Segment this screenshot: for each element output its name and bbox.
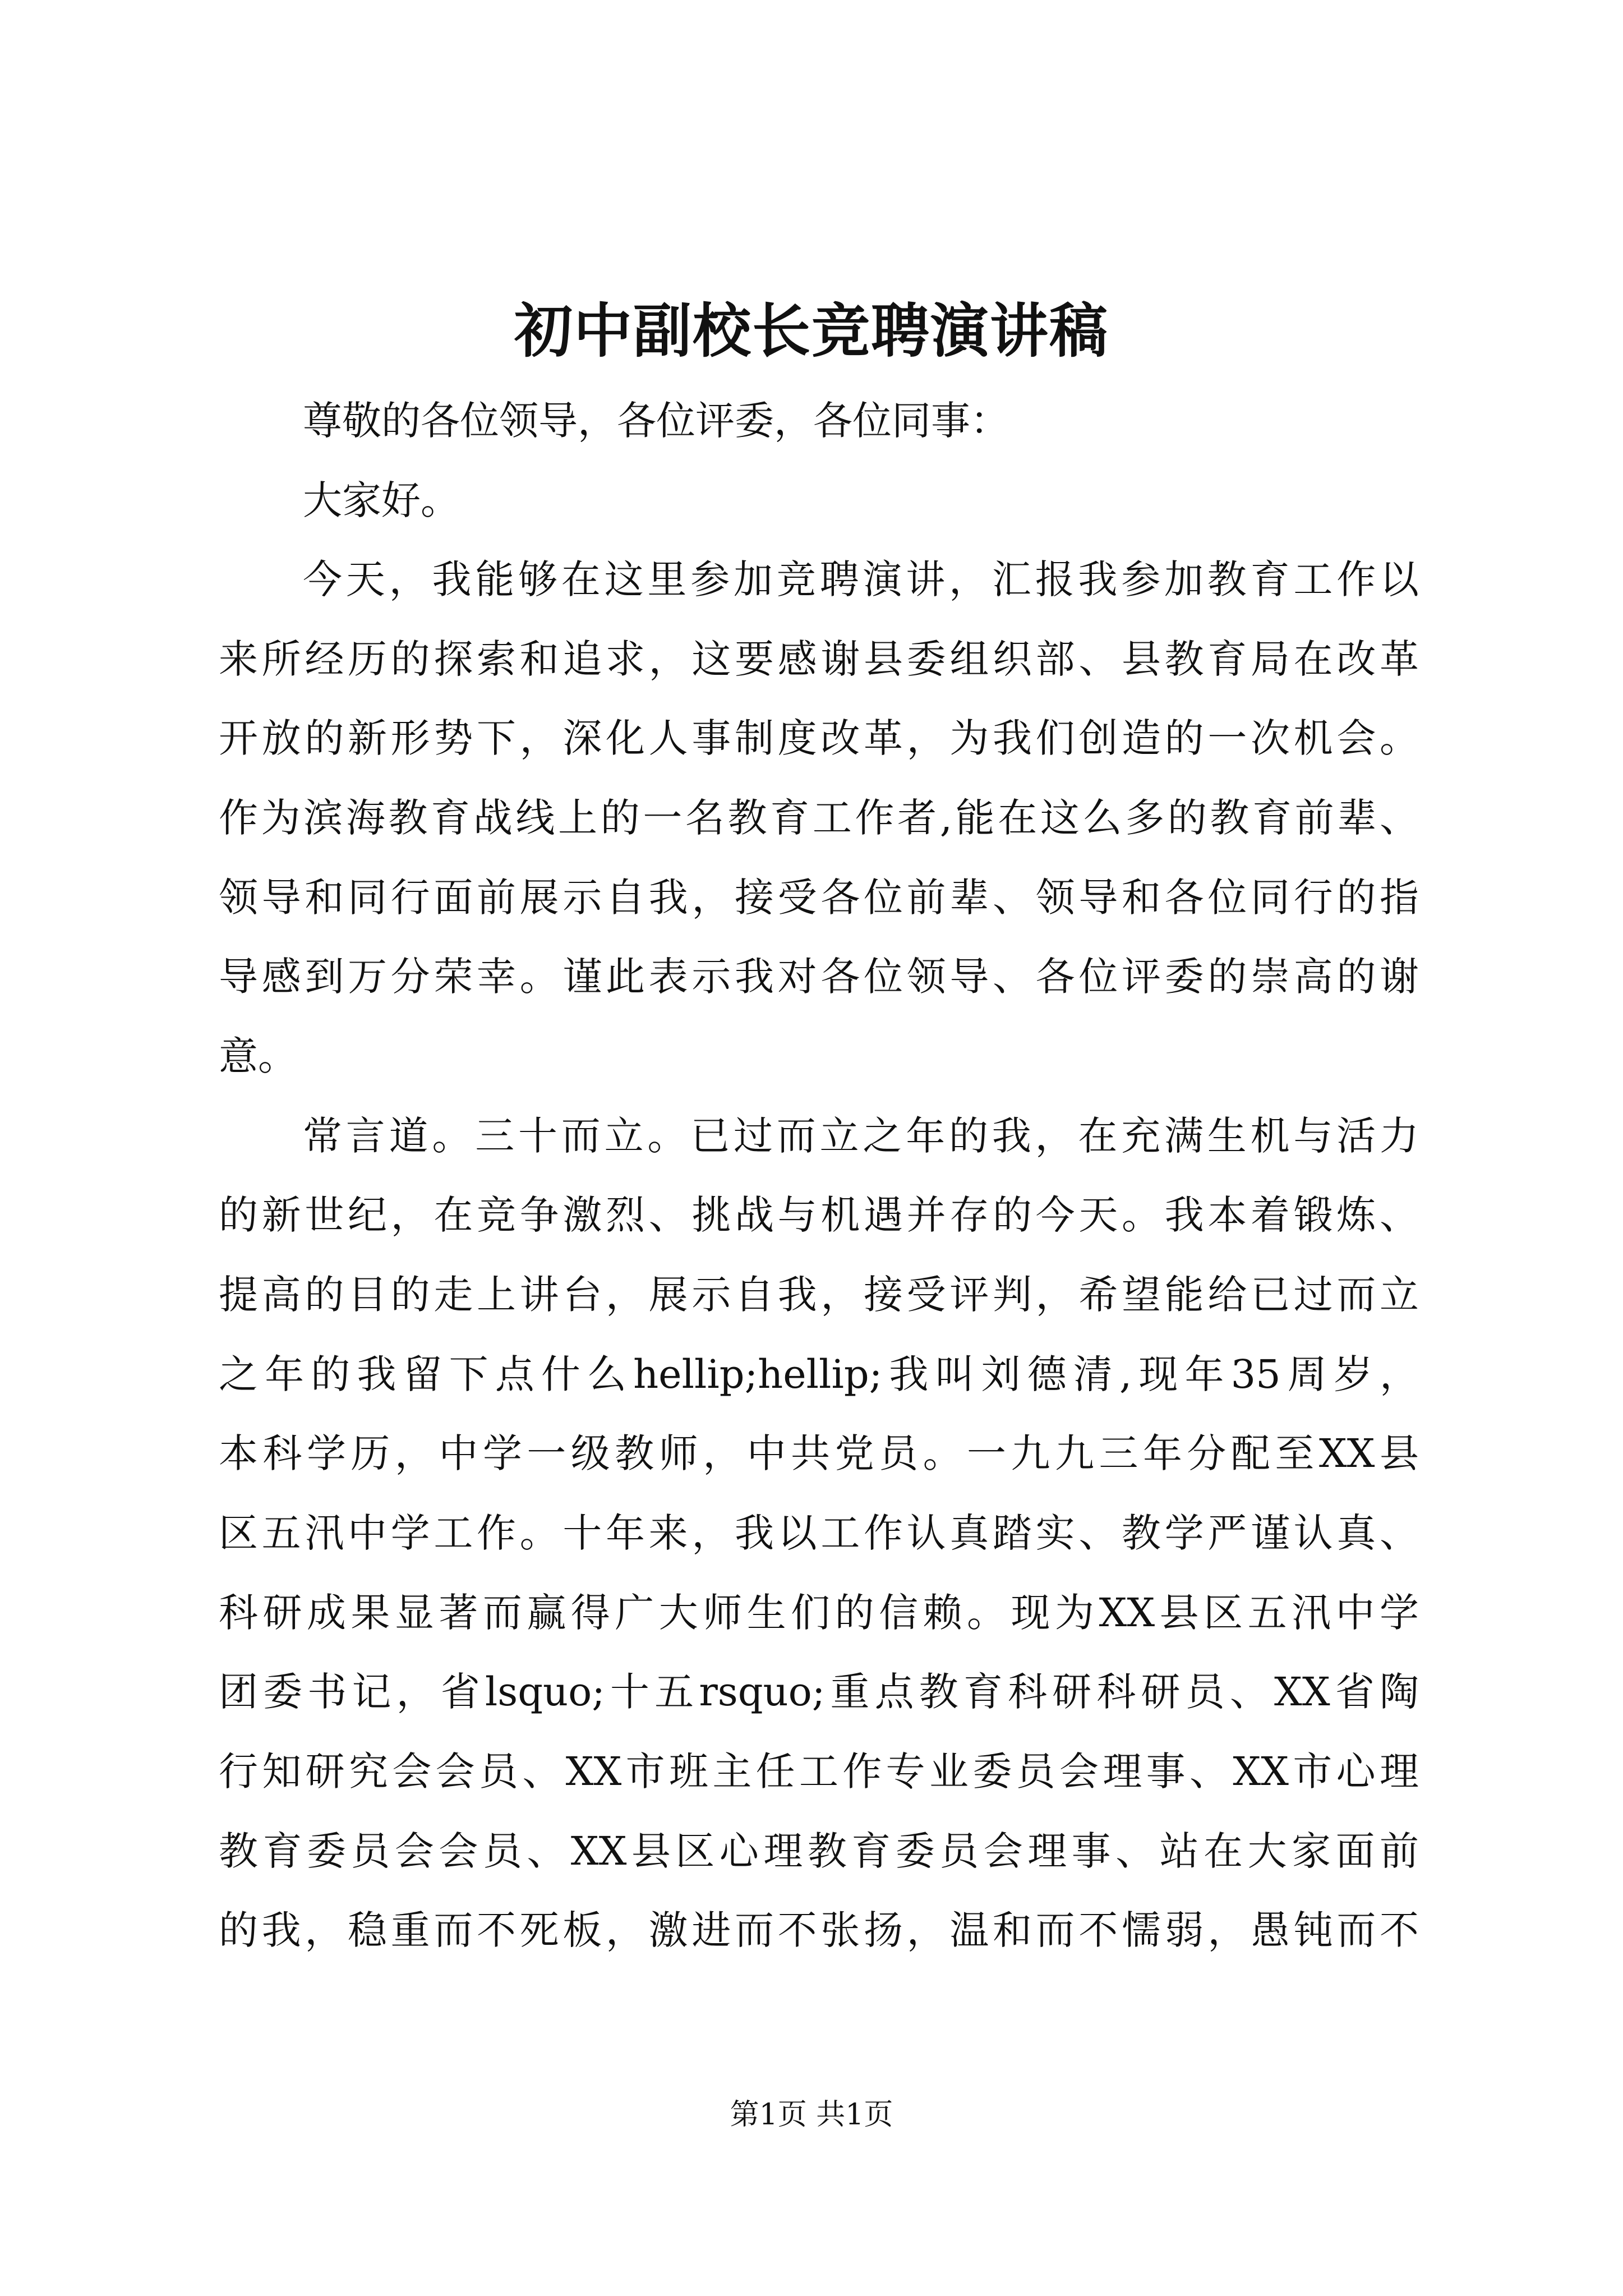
paragraph-1-line-7: 意。 [219, 1033, 297, 1079]
paragraph-1-line-6: 导感到万分荣幸。谨此表示我对各位领导、各位评委的崇高的谢 [219, 954, 1419, 1000]
paragraph-2-line-10: 教育委员会会员、XX县区心理教育委员会理事、站在大家面前 [219, 1828, 1419, 1874]
document-title: 初中副校长竞聘演讲稿 [514, 296, 1109, 365]
paragraph-2-line-7: 科研成果显著而赢得广大师生们的信赖。现为XX县区五汛中学 [219, 1590, 1419, 1636]
paragraph-2-line-6: 区五汛中学工作。十年来，我以工作认真踏实、教学严谨认真、 [219, 1510, 1419, 1556]
paragraph-2-line-1: 常言道。三十而立。已过而立之年的我，在充满生机与活力 [303, 1113, 1419, 1159]
salutation-line: 尊敬的各位领导，各位评委，各位同事： [303, 398, 1009, 444]
greeting-line: 大家好。 [303, 477, 460, 523]
paragraph-1-line-2: 来所经历的探索和追求，这要感谢县委组织部、县教育局在改革 [219, 636, 1419, 682]
paragraph-2-line-2: 的新世纪，在竞争激烈、挑战与机遇并存的今天。我本着锻炼、 [219, 1192, 1419, 1238]
paragraph-2-line-4: 之年的我留下点什么hellip;hellip;我叫刘德清,现年35周岁， [219, 1351, 1419, 1397]
paragraph-1-line-4: 作为滨海教育战线上的一名教育工作者,能在这么多的教育前辈、 [219, 795, 1419, 841]
paragraph-2-line-3: 提高的目的走上讲台，展示自我，接受评判，希望能给已过而立 [219, 1272, 1419, 1318]
paragraph-1-line-1: 今天，我能够在这里参加竞聘演讲，汇报我参加教育工作以 [303, 556, 1419, 602]
paragraph-2-line-11: 的我，稳重而不死板，激进而不张扬，温和而不懦弱，愚钝而不 [219, 1907, 1419, 1953]
paragraph-1-line-3: 开放的新形势下，深化人事制度改革，为我们创造的一次机会。 [219, 715, 1419, 761]
paragraph-2-line-9: 行知研究会会员、XX市班主任工作专业委员会理事、XX市心理 [219, 1749, 1419, 1795]
paragraph-2-line-8: 团委书记，省lsquo;十五rsquo;重点教育科研科研员、XX省陶 [219, 1669, 1419, 1715]
paragraph-1-line-5: 领导和同行面前展示自我，接受各位前辈、领导和各位同行的指 [219, 875, 1419, 921]
paragraph-2-line-5: 本科学历，中学一级教师，中共党员。一九九三年分配至XX县 [219, 1430, 1419, 1476]
page-footer: 第1页 共1页 [730, 2098, 893, 2132]
